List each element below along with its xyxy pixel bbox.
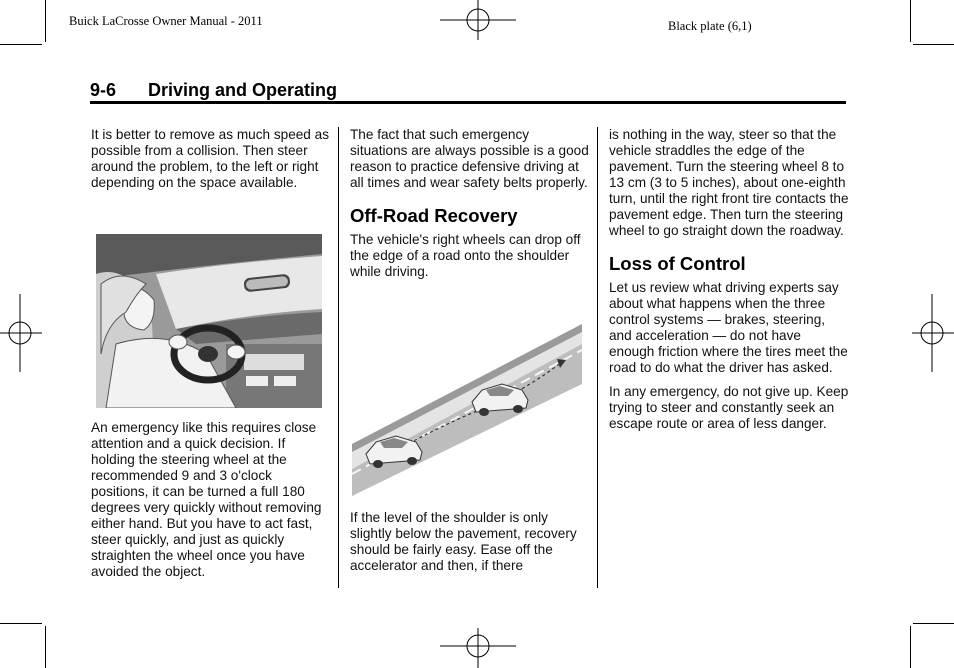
column-1-lower [91, 420, 331, 588]
registration-mark-top [440, 0, 516, 40]
plate-manual-title: Buick LaCrosse Owner Manual - 2011 [69, 14, 263, 28]
off-road-recovery-illustration [352, 324, 582, 496]
column-2 [350, 127, 590, 288]
paragraph: is nothing in the way, steer so that the vehicle straddles the edge of the pavement. Turn the steering wheel 8 to 13 cm (3 to 5 inches), about one-eighth turn, until the right front tire contacts the pavement edge. Then turn the steering wheel to go straight down the roadway. [609, 127, 849, 238]
crop-mark [913, 623, 954, 624]
paragraph: If the level of the shoulder is only slightly below the pavement, recovery should be fairly easy. Ease off the accelerator and then, if there [350, 510, 577, 573]
crop-mark [45, 626, 46, 668]
header-rule [90, 101, 846, 104]
crop-mark [910, 626, 911, 668]
crop-mark [0, 623, 42, 624]
crop-mark [910, 0, 911, 42]
registration-mark-bottom [440, 628, 516, 668]
section-title: Driving and Operating [148, 80, 338, 100]
column-3 [609, 127, 849, 440]
crop-mark [0, 44, 42, 45]
heading-loss-of-control: Loss of Control [609, 253, 746, 274]
column-separator [338, 127, 339, 588]
registration-mark-right [912, 294, 954, 372]
page-header [90, 80, 846, 102]
paragraph: It is better to remove as much speed as possible from a collision. Then steer around the problem, to the left or right depending on the space available. [91, 127, 330, 190]
driver-steering-illustration [96, 234, 322, 408]
crop-mark [45, 0, 46, 42]
heading-off-road-recovery: Off-Road Recovery [350, 205, 518, 226]
paragraph: The fact that such emergency situations are always possible is a good reason to practice defensive driving at all times and wear safety belts properly. [350, 127, 589, 190]
column-separator [597, 127, 598, 588]
column-2-lower [350, 510, 590, 582]
registration-mark-left [0, 294, 42, 372]
column-1 [91, 127, 331, 199]
paragraph: Let us review what driving experts say about what happens when the three control systems — brakes, steering, and acceleration — do not have enough friction where the tires meet the road to do what the driver has asked. [609, 280, 848, 375]
crop-mark [913, 44, 954, 45]
paragraph: The vehicle's right wheels can drop off the edge of a road onto the shoulder while driving. [350, 232, 581, 279]
plate-number: Black plate (6,1) [668, 19, 752, 33]
paragraph: In any emergency, do not give up. Keep trying to steer and constantly seek an escape route or area of less danger. [609, 384, 849, 431]
page-number: 9-6 [90, 80, 117, 100]
paragraph: An emergency like this requires close attention and a quick decision. If holding the steering wheel at the recommended 9 and 3 o'clock positions, it can be turned a full 180 degrees very quickly without removing either hand. But you have to act fast, steer quickly, and just as quickly straighten the wheel once you have avoided the object. [91, 420, 322, 579]
